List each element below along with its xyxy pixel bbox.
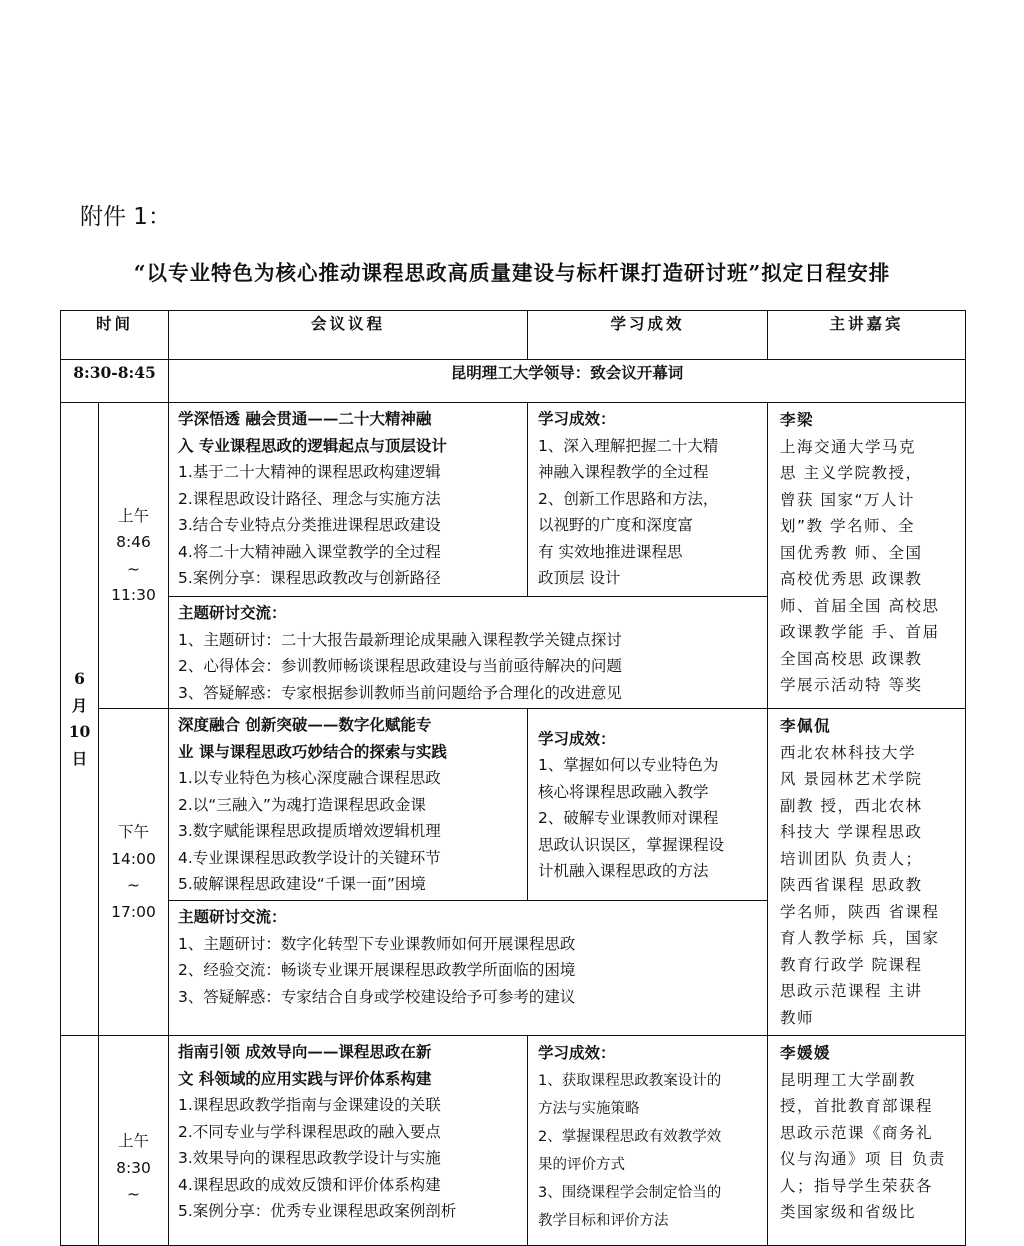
list-item: 3、答疑解惑：专家根据参训教师当前问题给予合理化的改进意见 [178,683,622,702]
session-2-agenda-title-2: 业 课与课程思政巧妙结合的探索与实践 [178,741,447,761]
list-item: 5.案例分享：课程思政教改与创新路径 [178,569,441,587]
date-cell [61,403,99,1036]
date-month-char: 月 [71,695,88,715]
list-item: 科技大 学课程思政 [780,823,923,841]
list-item: 育人教学标 兵，国家 [780,929,940,947]
list-item: 3.数字赋能课程思政提质增效逻辑机理 [178,822,441,840]
session-1-outcome-title: 学习成效： [538,409,616,428]
session-1-speaker-name: 李梁 [780,410,815,429]
list-item: 培训团队 负责人； [780,849,923,868]
session-2-speaker-name: 李佩侃 [780,716,832,735]
list-item: 全国高校思 政课教 [780,649,923,668]
list-item: 2、掌握课程思政有效教学效 [538,1129,722,1145]
session-1-period: 上午 [118,506,150,525]
list-item: 西北农林科技大学 [780,743,917,762]
list-item: 昆明理工大学副教 [780,1070,917,1089]
session-3-agenda-title-1: 指南引领 成效导向——课程思政在新 [178,1042,432,1061]
list-item: 核心将课程思政融入教学 [538,782,709,801]
list-item: 2、经验交流：畅谈专业课开展课程思政教学所面临的困境 [178,961,576,979]
list-item: 1.基于二十大精神的课程思政构建逻辑 [178,463,441,481]
session-3-start: 8:30 [116,1158,151,1177]
header-agenda: 会议议程 [169,311,528,360]
session-3-outcome [528,1036,768,1246]
list-item: 1、获取课程思政教案设计的 [538,1073,722,1089]
list-item: 学展示活动特 等奖 [780,676,923,694]
session-2-end: 17:00 [111,902,156,921]
list-item: 2、创新工作思路和方法， [538,489,719,508]
session-1-main-row [61,403,966,597]
opening-time: 8:30-8:45 [61,360,169,403]
list-item: 授，首批教育部课程 [780,1097,934,1115]
session-3-time [99,1036,169,1246]
session-1-end: 11:30 [111,586,156,604]
list-item: 类国家级和省级比 [780,1203,917,1221]
list-item: 3.结合专业特点分类推进课程思政建设 [178,516,441,534]
session-3-speaker [768,1036,966,1246]
session-1-start: 8:46 [116,533,151,551]
list-item: 思政示范课程 主讲 [780,982,923,1000]
list-item: 2、心得体会：参训教师畅谈课程思政建设与当前亟待解决的问题 [178,657,622,675]
list-item: 思 主义学院教授， [780,464,923,482]
header-outcome: 学习成效 [528,311,768,360]
list-item: 人；指导学生荣获各 [780,1176,934,1195]
list-item: 5.破解课程思政建设“千课一面”困境 [178,875,426,893]
session-2-agenda-title-1: 深度融合 创新突破——数字化赋能专 [178,715,432,734]
list-item: 果的评价方式 [538,1157,626,1173]
session-2-discussion-title: 主题研讨交流： [178,907,287,926]
list-item: 1、掌握如何以专业特色为 [538,756,719,774]
session-3-sep: ~ [127,1185,140,1203]
list-item: 2.不同专业与学科课程思政的融入要点 [178,1122,441,1141]
session-3-speaker-name: 李媛媛 [780,1043,832,1062]
list-item: 陕西省课程 思政教 [780,876,923,894]
session-1-sep: ~ [127,559,140,578]
list-item: 3、围绕课程学会制定恰当的 [538,1185,722,1201]
session-3-period: 上午 [118,1132,150,1150]
session-2-discussion [169,901,768,1036]
list-item: 政课教学能 手、首届 [780,623,940,641]
list-item: 以视野的广度和深度富 [538,516,694,534]
session-2-outcome-title: 学习成效： [538,728,616,748]
list-item: 1.课程思政教学指南与金课建设的关联 [178,1096,441,1114]
date-day-char: 日 [71,748,88,768]
list-item: 教师 [780,1008,815,1027]
session-1-discussion [169,597,768,709]
list-item: 2.课程思政设计路径、理念与实施方法 [178,489,441,508]
session-1-outcome [528,403,768,597]
date-day: 10 [68,722,91,741]
list-item: 副教 授，西北农林 [780,796,923,815]
list-item: 思政示范课《商务礼 [780,1123,934,1142]
session-1-agenda-title-2: 入 专业课程思政的逻辑起点与顶层设计 [178,435,447,455]
session-1-discussion-title: 主题研讨交流： [178,603,287,622]
list-item: 1.以专业特色为核心深度融合课程思政 [178,769,441,787]
list-item: 师、首届全国 高校思 [780,596,940,615]
opening-text: 昆明理工大学领导：致会议开幕词 [169,360,966,403]
opening-row [61,360,966,403]
list-item: 划”教 学名师、全 [780,517,915,535]
session-2-main-row [61,709,966,901]
session-2-agenda [169,709,528,901]
session-2-period: 下午 [118,823,150,841]
schedule-table [60,310,966,1246]
date-cell-next [61,1036,99,1246]
header-speaker: 主讲嘉宾 [768,311,966,360]
session-2-speaker [768,709,966,1036]
list-item: 仪与沟通》项 目 负责 [780,1150,946,1168]
list-item: 4.将二十大精神融入课堂教学的全过程 [178,542,441,561]
list-item: 5.案例分享：优秀专业课程思政案例剖析 [178,1202,457,1220]
list-item: 方法与实施策略 [538,1101,640,1117]
session-2-time [99,709,169,1036]
list-item: 3、答疑解惑：专家结合自身或学校建设给予可参考的建议 [178,987,576,1006]
session-2-start: 14:00 [111,849,156,868]
list-item: 风 景园林艺术学院 [780,770,923,788]
list-item: 4.专业课课程思政教学设计的关键环节 [178,848,441,867]
list-item: 曾获 国家“万人计 [780,490,915,509]
list-item: 计机融入课程思政的方法 [538,862,709,880]
list-item: 4.课程思政的成效反馈和评价体系构建 [178,1175,441,1194]
list-item: 2.以“三融入”为魂打造课程思政金课 [178,795,426,814]
session-1-agenda-title-1: 学深悟透 融会贯通——二十大精神融 [178,409,432,428]
list-item: 国优秀教 师、全国 [780,543,923,562]
session-2-outcome [528,709,768,901]
list-item: 1、深入理解把握二十大精 [538,436,719,455]
session-1-agenda [169,403,528,597]
session-3-outcome-title: 学习成效： [538,1043,616,1062]
list-item: 高校优秀思 政课教 [780,570,923,588]
list-item: 2、破解专业课教师对课程 [538,809,719,827]
session-3-agenda-title-2: 文 科领域的应用实践与评价体系构建 [178,1068,432,1088]
session-3-agenda [169,1036,528,1246]
list-item: 3.效果导向的课程思政教学设计与实施 [178,1149,441,1167]
session-2-sep: ~ [127,876,140,894]
session-1-time [99,403,169,709]
page-title: “以专业特色为核心推动课程思政高质量建设与标杆课打造研讨班”拟定日程安排 [133,261,891,285]
header-time: 时间 [61,311,169,360]
list-item: 上海交通大学马克 [780,437,917,456]
list-item: 教学目标和评价方法 [538,1213,669,1229]
list-item: 政顶层 设计 [538,569,621,587]
date-day-num: 6 [74,669,85,688]
list-item: 1、主题研讨：数字化转型下专业课教师如何开展课程思政 [178,934,576,953]
header-row [61,311,966,360]
list-item: 有 实效地推进课程思 [538,542,683,561]
session-1-speaker [768,403,966,709]
list-item: 教育行政学 院课程 [780,955,923,974]
annex-label: 附件 1： [80,204,171,230]
list-item: 神融入课程教学的全过程 [538,463,709,481]
list-item: 1、主题研讨：二十大报告最新理论成果融入课程教学关键点探讨 [178,630,622,649]
list-item: 学名师，陕西 省课程 [780,902,940,921]
list-item: 思政认识误区，掌握课程设 [538,835,725,854]
session-3-main-row [61,1036,966,1246]
